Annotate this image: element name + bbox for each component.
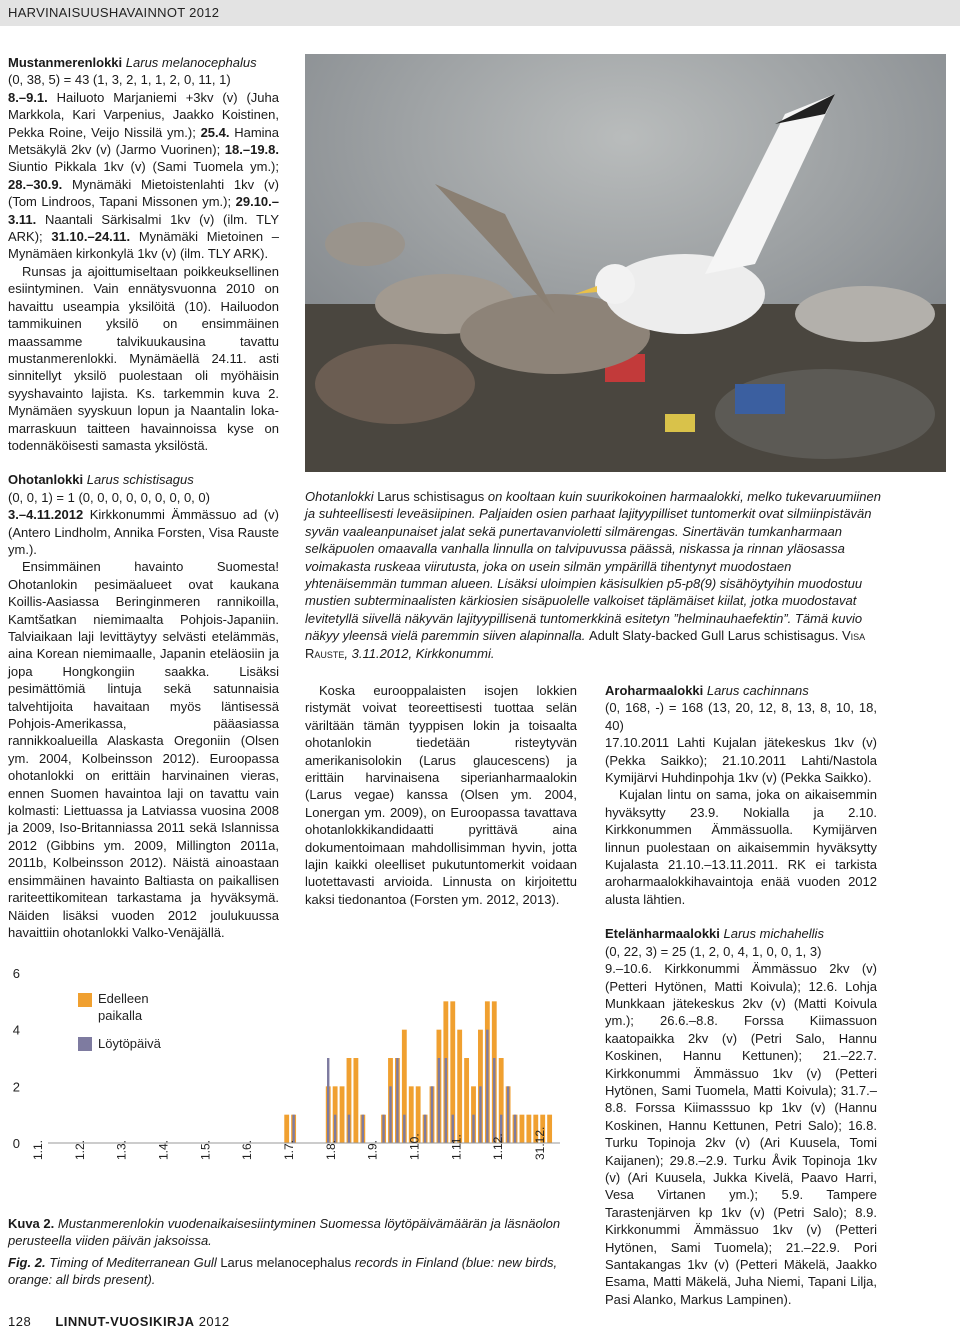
bar-found — [348, 1115, 350, 1143]
record-text: Hailuoto Marjaniemi +3kv (v) (Juha Markkola, Kari Varpenius, Jaakko Koistinen, Pekka Roine, Veijo Nissilä ym.); — [8, 89, 279, 140]
header-title: HARVINAISUUSHAVAINNOT 2012 — [8, 5, 220, 20]
running-header — [0, 0, 960, 26]
bar-present — [520, 1115, 525, 1143]
legend-swatch-present — [78, 993, 92, 1007]
x-tick-label: 1.3. — [114, 1139, 129, 1160]
legend-label-found: Löytöpäivä — [98, 1036, 161, 1051]
bar-present — [353, 1058, 358, 1143]
column-1 — [8, 54, 279, 941]
bar-present — [526, 1115, 531, 1143]
chart-bars — [284, 1001, 552, 1143]
x-tick-label: 1.7. — [282, 1139, 296, 1160]
x-tick-label: 1.10. — [407, 1133, 422, 1160]
legend-label-present: Edelleen — [98, 991, 149, 1006]
figure-caption: Kuva 2. Mustanmerenlokin vuodenaikaisesiintyminen Suomessa löytöpäivämäärän ja läsnäolon perusteella viiden päivän jaksoissa. Fig. 2. Timing of Mediterranean Gull Larus melanocephalus records in Finland (blue: new birds, orange: all birds present). — [8, 1216, 561, 1288]
bar-found — [507, 1086, 509, 1143]
record-date: 8.–9.1. — [8, 89, 48, 105]
bar-found — [382, 1115, 384, 1143]
photo-caption: Ohotanlokki Larus schistisagus on kooltaan kuin suurikokoinen harmaalokki, melko tukevaruumiinen ja suhteellisesti leveäsiipinen. Paljaiden osien parhaat lajityypilliset tuntomerkit ovat silmiinpistävän syvän vaaleanpunaiset jalat sekä punertavanvioletti silmärengas. Sinertävän tumkanharmaan selkäpuolen omaavalla vanhalla linnulla on talvipuvussa päässä, niskassa ja rinnan yläosassa voimakasta ruskeaa viirutusta, joka on usein silmän ympärillä tihentynyt muodostaen yhtenäisemmän tumman alueen. Lisäksi uloimpien käsisulkien p5-p8(9) sisähöytyihin muodostuu mustien subterminaalisten kärkiosien sisäpuolelle valkoiset täplämäiset kiilat, jotka muodostavat levitetyllä siivellä näkyvän lajityypillisenä tuntomerkkinä esitetyn ”helminauhaefektin”. Tämä kuvio näkyy yleensä vielä paremmin siiven alapinnalla. Adult Slaty-backed Gull Larus schistisagus. Visa Rauste, 3.11.2012, Kirkkonummi. — [305, 489, 881, 661]
column-3 — [605, 682, 877, 1308]
records: 3.–4.11.2012 Kirkkonummi Ämmässuo ad (v) (Antero Lindholm, Annika Forsten, Visa Rauste ym.). — [8, 507, 279, 557]
gull-photo-illustration — [305, 54, 946, 472]
species-title: Etelänharmaalokki Larus michahellis — [605, 926, 824, 942]
species-stats: (0, 38, 5) = 43 (1, 3, 2, 1, 1, 2, 0, 11, 1) — [8, 72, 231, 88]
species-paragraph: Kujalan lintu on sama, joka on aikaisemmin hyväksytty 23.9. Nokialla ja 2.10. Kirkkonummen Ämmässuolla. Kymijärven linnun puolestaan on aikaisemmin hyväksytty Kujalasta 21.10.–13.11.2011. RK ei tarkista aroharmaalokkihavaintoja enää vuoden 2012 alusta lähtien. — [605, 787, 877, 907]
x-tick-label: 1.9. — [365, 1139, 380, 1160]
bar-found — [486, 1030, 488, 1143]
photo-credit: Visa Rauste — [305, 628, 866, 661]
legend-swatch-found — [78, 1037, 92, 1051]
journal-year: 2012 — [198, 1314, 230, 1329]
y-tick-label: 0 — [12, 1136, 20, 1151]
bar-found — [431, 1086, 433, 1143]
x-tick-label: 1.5. — [198, 1139, 213, 1160]
bar-found — [424, 1115, 426, 1143]
record-date: 28.–30.9. — [8, 176, 63, 192]
y-tick-label: 4 — [12, 1022, 20, 1038]
record-date: 25.4. — [200, 124, 230, 140]
bar-found — [396, 1058, 398, 1143]
bar-found — [334, 1115, 336, 1143]
species-title: Ohotanlokki Larus schistisagus — [8, 472, 194, 488]
species-title: Aroharmaalokki Larus cachinnans — [605, 683, 809, 698]
bar-found — [472, 1115, 474, 1143]
x-tick-label: 1.6. — [240, 1139, 255, 1160]
bar-found — [438, 1058, 440, 1143]
species-stats: (0, 0, 1) = 1 (0, 0, 0, 0, 0, 0, 0, 0, 0) — [8, 489, 210, 505]
record-date: 31.10.–24.11. — [51, 229, 131, 245]
journal-title: LINNUT-VUOSIKIRJA — [55, 1314, 195, 1329]
x-tick-label: 1.12. — [491, 1133, 506, 1160]
bar-present — [284, 1115, 289, 1143]
species-stats: (0, 22, 3) = 25 (1, 2, 0, 4, 1, 0, 0, 1, 3) — [605, 943, 822, 959]
record-text: Naantali Särkisalmi 1kv (v) (ilm. TLY ARK); — [8, 211, 279, 245]
x-tick-label: 1.11. — [449, 1134, 464, 1160]
bar-found — [493, 1058, 495, 1143]
column-2 — [305, 682, 577, 908]
species-title: Mustanmerenlokki Larus melanocephalus — [8, 55, 257, 70]
column-paragraph: Koska eurooppalaisten isojen lokkien ristymät voivat teoreettisesti tuottaa selän väriltään tämän tyyppisen lokin ja toisaalta ohotanlokin tiedetään risteytyvän amerikanisolokin (Larus glaucescens) ja erittäin harvinaisena siperianharmaalokin (Larus vegae) kanssa (Olsen ym. 2004, Lonergan ym. 2009), on Euroopassa tavattava ohotanlokkikandidaatti pyrittävä aina dokumentoimaan mahdollisimman hyvin, jotta lajin kaikki oleelliset pukutuntomerkit voidaan luotettavasti arvioida. Linnusta on kirjoitettu kaksi tiedonantoa (Forsten ym. 2012, 2013). — [305, 683, 577, 907]
page-number: 128 — [8, 1314, 32, 1329]
chart-legend — [78, 991, 162, 1051]
bar-found — [292, 1115, 294, 1143]
x-tick-label: 1.8. — [323, 1139, 338, 1160]
timing-chart — [0, 955, 575, 1170]
y-tick-label: 2 — [12, 1079, 20, 1095]
x-tick-label: 31.12. — [533, 1126, 547, 1160]
gull-photo — [305, 54, 946, 472]
legend-label-present-2: paikalla — [98, 1008, 143, 1023]
record-text: Mynämäki Mietoinen – Mynämäen kirkonkylä 1kv (v) (ilm. TLY ARK). — [8, 229, 279, 262]
species-stats: (0, 168, -) = 168 (13, 20, 12, 8, 13, 8, 10, 18, 40) — [605, 700, 877, 733]
x-tick-label: 1.2. — [72, 1139, 87, 1160]
records: 17.10.2011 Lahti Kujalan jätekeskus 1kv (v) (Pekka Saikko); 21.10.2011 Lahti/Nastola Kymijärvi Huhdinpohja 1kv (v) (Pekka Saikko). — [605, 735, 877, 786]
bar-found — [514, 1115, 516, 1143]
record-text: Hamina Metsäkylä 2kv (v) (Jarmo Vuorinen); — [8, 124, 279, 158]
bar-found — [445, 1058, 447, 1143]
bar-present — [547, 1115, 552, 1143]
record-text: Mynämäki Mietoistenlahti 1kv (v) (Tom Lindroos, Tapani Missonen ym.); — [8, 176, 279, 210]
record-date: 29.10.–3.11. — [8, 194, 279, 227]
bar-found — [362, 1115, 364, 1143]
bar-found — [327, 1058, 329, 1143]
records — [8, 89, 279, 263]
bar-present — [464, 1058, 469, 1143]
bar-present — [340, 1086, 345, 1143]
species-paragraph: Runsas ja ajoittumiseltaan poikkeuksellinen esiintyminen. Vain ennätysvuonna 2010 on havaittu useampia yksilöitä (10). Hailuodon tammikuinen yksilö on ensimmäinen maassamme talvikuukausina tavattu mustanmerenlokki. Mynämäellä 24.11. asti sinnitellyt yksilö puolestaan oli myöhäisin syyshavainto lajista. Ks. tarkemmin kuva 2. Mynämäen syyskuun lopun ja Naantalin loka-marraskuun taitteen havainnoissa kyse on todennäköisesti samasta yksilöstä. — [8, 263, 279, 453]
record-text: Siuntio Pikkala 1kv (v) (Sami Tuomela ym.); — [8, 159, 279, 175]
y-axis — [13, 966, 20, 1151]
bar-found — [403, 1115, 405, 1143]
records: 9.–10.6. Kirkkonummi Ämmässuo 2kv (v) (Petteri Hytönen, Matti Koivula); 12.6. Lohja Munkkaan jätekeskus 2kv (v) (Matti Koivula ym.); 26.6.–8.8. Forssa Kiimassuon kaatopaikka 2kv (v) (Petri Salo, Hannu Koskinen, Hannu Kettunen); 21.–22.7. Kirkkonummi Ämmässuo 1kv (v) (Petteri Hytönen, Sami Tuomela, Matti Koivula); 31.7.–8.8. Forssa Kiimasssuo kp 1kv (v) (Hannu Koskinen, Hannu Kettunen, Petri Salo); 16.8. Turku Topinoja 2kv (v) (Ari Kuusela, Tomi Kaijanen); 29.8.–2.9. Turku Åvik Topinoja 1kv (v) (Ari Kuusela, Jukka Kivelä, Paavo Harri, Vesa Virtanen ym.); 5.9. Tampere Tarastenjärven kp 1kv (v) (Petri Salo); 8.9. Kirkkonummi Ämmässuo 1kv (v) (Petteri Hytönen, Sami Tuomela); 21.–22.9. Pori Santakangas 1kv (v) (Petteri Mäkelä, Jaakko Esama, Matti Mäkelä, Juha Niemi, Tapani Lilja, Pasi Alanko, Markus Lampinen). — [605, 961, 877, 1307]
y-tick-label: 6 — [12, 966, 20, 981]
x-tick-label: 1.1. — [31, 1139, 45, 1160]
x-tick-label: 1.4. — [156, 1139, 171, 1160]
bar-found — [479, 1086, 481, 1143]
species-paragraph: Ensimmäinen havainto Suomesta! Ohotanlokin pesimäalueet ovat kaukana Koillis-Aasiassa Beringinmeren rannikoilla, Kamtšatkan niemimaalta Pohjois-Japaniin. Talviaikaan laji levittäytyy selvästi etelämmäs, aina Korean niemimaalle, Japanin eteläosiin ja jopa Hongkongiin saakka. Lisäksi pesimättömiä lintuja sekä satunnaisia talvehtijoita havaitaan myös läntisessä Pohjois-Amerikassa, pääasiassa rannikkoalueilla Alaskasta Oregoniin (Olsen ym. 2004, Kolbeinsson 2012). Euroopassa ohotanlokki on erittäin harvinainen vieras, ennen Suomen havaintoa laji on tavattu vain kolmasti: Liettuassa ja Latviassa vuosina 2008 ja 2009, Iso-Britanniassa 2011 sekä Islannissa 2012 (Gibbins ym. 2009, Millington 2011a, 2011b, Kolbeinsson 2012). Näistä ainoastaan ensimmäinen havainto Baltiasta on paikallisen rariteettikomitean tarkastama ja hyväksymä. Näiden lisäksi vuoden 2012 joulukuussa havaittiin ohotanlokki Valko-Venäjällä. — [8, 559, 279, 940]
page-footer — [8, 1314, 230, 1329]
record-date: 18.–19.8. — [224, 142, 279, 158]
bar-present — [457, 1030, 462, 1143]
bar-found — [389, 1086, 391, 1143]
